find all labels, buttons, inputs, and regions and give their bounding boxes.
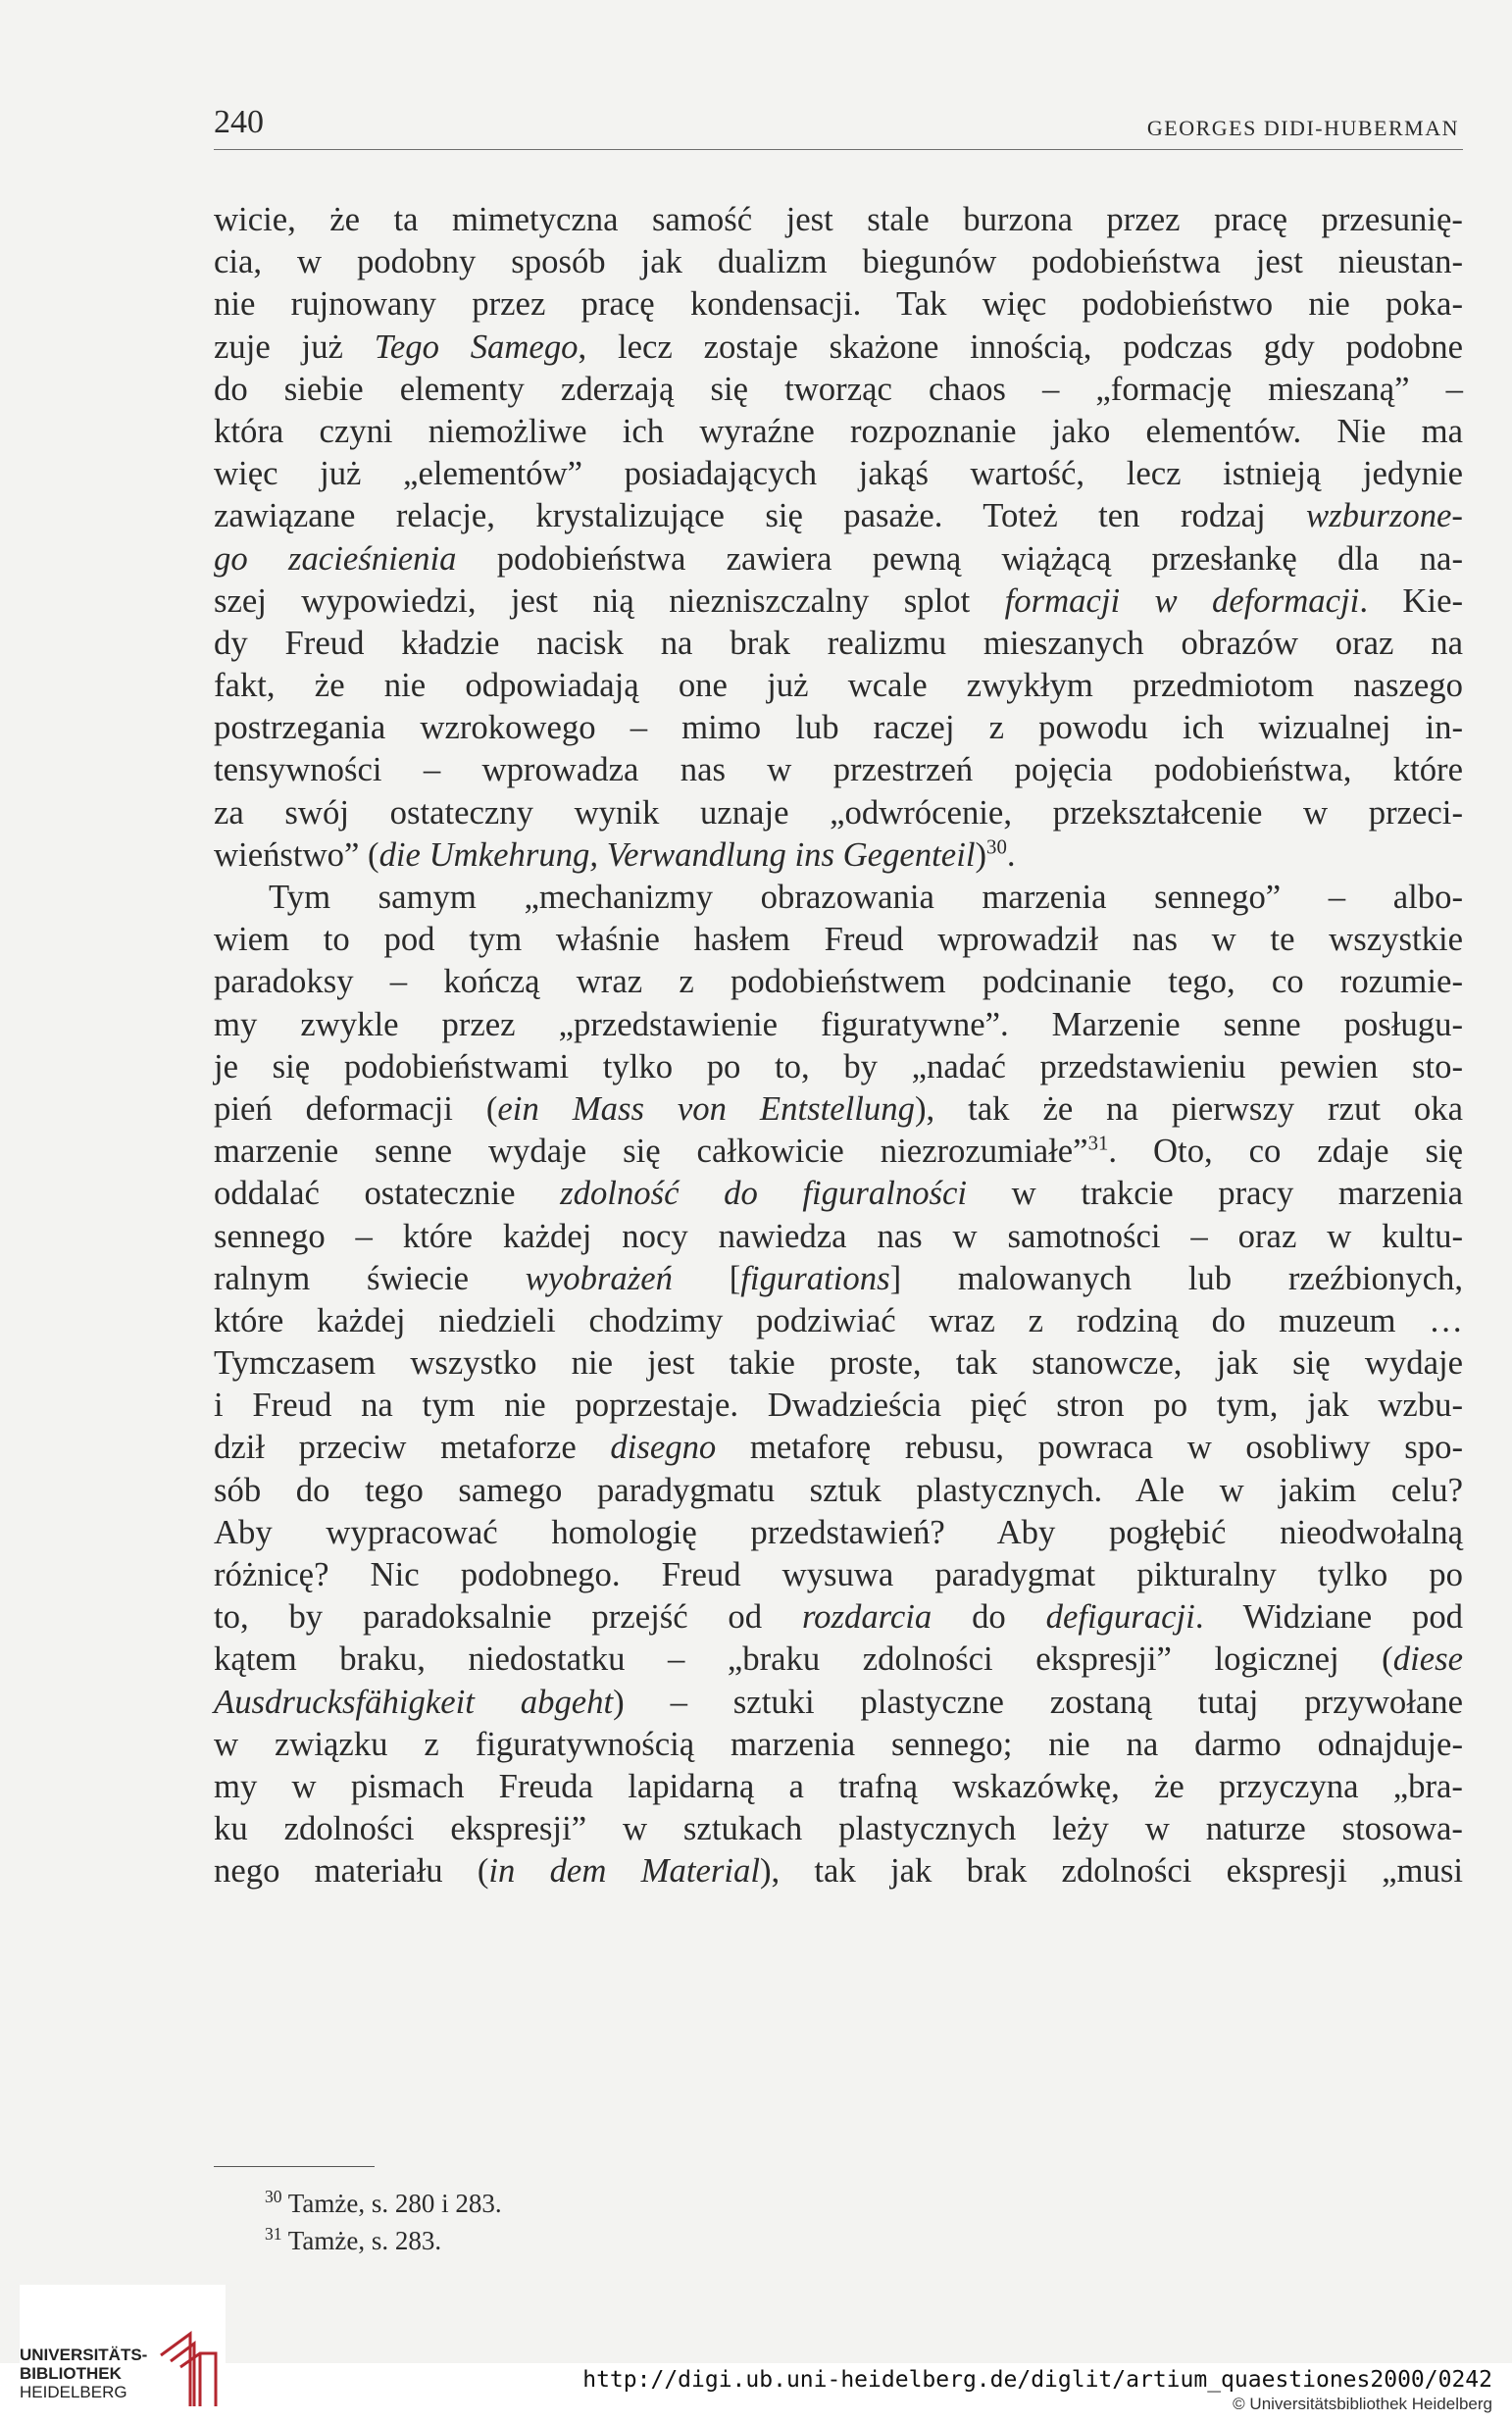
text-line: fakt, że nie odpowiadają one już wcale zwykłym przedmiotom naszego (214, 666, 1463, 705)
text-line: Ausdrucksfähigkeit abgeht) – sztuki plastyczne zostaną tutaj przywołane (214, 1682, 1464, 1721)
text-line: dził przeciw metaforze disegno metaforę rebusu, powraca w osobliwy spo- (214, 1428, 1463, 1467)
text-line: marzenie senne wydaje się całkowicie niezrozumiałe”$^{31}$. Oto, co zdaje się (214, 1131, 1463, 1171)
text-line: cia, w podobny sposób jak dualizm biegunów podobieństwa jest nieustan- (214, 242, 1463, 281)
text-line: szej wypowiedzi, jest nią niezniszczalny splot formacji w deformacji. Kie- (214, 580, 1464, 620)
footnote-ref: 31 (1087, 1131, 1109, 1155)
page-header (214, 104, 1463, 150)
footnotes (265, 2185, 502, 2259)
text-line: która czyni niemożliwe ich wyraźne rozpoznanie jako elementów. Nie ma (214, 411, 1463, 450)
text-line: oddalać ostatecznie zdolność do figuralności w trakcie pracy marzenia (214, 1174, 1463, 1213)
text-line: ralnym świecie wyobrażeń [figurations] malowanych lub rzeźbionych, (214, 1258, 1463, 1297)
library-name: UNIVERSITÄTS- BIBLIOTHEK HEIDELBERG (20, 2346, 148, 2401)
text-line: pień deformacji (ein Mass von Entstellung), tak że na pierwszy rzut oka (214, 1088, 1463, 1128)
text-line: tensywności – wprowadza nas w przestrzeń pojęcia podobieństwa, które (214, 750, 1463, 789)
text-line: za swój ostateczny wynik uznaje „odwrócenie, przekształcenie w przeci- (214, 792, 1463, 832)
text-line: ku zdolności ekspresji” w sztukach plastycznych leży w naturze stosowa- (214, 1809, 1463, 1848)
text-line: Tym samym „mechanizmy obrazowania marzenia sennego” – albo- (269, 878, 1463, 916)
text-line: my zwykle przez „przedstawienie figuratywne”. Marzenie senne posługu- (214, 1004, 1463, 1043)
footnote: $^{30}$ Tamże, s. 280 i 283. (265, 2187, 502, 2218)
text-line: Aby wypracować homologię przedstawień? Aby pogłębić nieodwołalną (214, 1512, 1463, 1551)
text-line: je się podobieństwami tylko po to, by „nadać przedstawieniu pewien sto- (214, 1046, 1463, 1085)
body-text (214, 198, 1463, 1892)
text-line: kątem braku, niedostatku – „braku zdolności ekspresji” logicznej (diese (214, 1640, 1463, 1679)
text-line: nego materiału (in dem Material), tak jak brak zdolności ekspresji „musi (214, 1851, 1463, 1891)
text-line: Tymczasem wszystko nie jest takie proste, tak stanowcze, jak się wydaje (214, 1343, 1463, 1383)
text-line: zawiązane relacje, krystalizujące się pasaże. Toteż ten rodzaj wzburzone- (214, 496, 1463, 535)
text-line: wiem to pod tym właśnie hasłem Freud wprowadził nas w te wszystkie (214, 920, 1463, 959)
text-line: wieństwo” (die Umkehrung, Verwandlung ins Gegenteil)$^{30}$. (214, 834, 1016, 874)
text-line: i Freud na tym nie poprzestaje. Dwadzieścia pięć stron po tym, jak wzbu- (214, 1386, 1463, 1425)
text-line: wicie, że ta mimetyczna samość jest stale burzona przez pracę przesunię- (214, 200, 1463, 238)
text-line: postrzegania wzrokowego – mimo lub raczej z powodu ich wizualnej in- (214, 708, 1463, 747)
text-line: w związku z figuratywnością marzenia sennego; nie na darmo odnajduje- (214, 1724, 1463, 1763)
text-line: więc już „elementów” posiadających jakąś wartość, lecz istnieją jedynie (214, 454, 1463, 493)
text-line: go zacieśnienia podobieństwa zawiera pewną wiążącą przesłankę dla na- (214, 538, 1463, 578)
text-line: sennego – które każdej nocy nawiedza nas w samotności – oraz w kultu- (214, 1216, 1463, 1255)
footnote-divider (214, 2166, 375, 2167)
text-line: paradoksy – kończą wraz z podobieństwem podcinanie tego, co rozumie- (214, 962, 1463, 1001)
text-line: różnicę? Nic podobnego. Freud wysuwa paradygmat pikturalny tylko po (214, 1555, 1463, 1593)
text-line: sób do tego samego paradygmatu sztuk plastycznych. Ale w jakim celu? (214, 1470, 1463, 1509)
text-line: do siebie elementy zderzają się tworząc chaos – „formację mieszaną” – (214, 369, 1463, 408)
page-number: 240 (214, 104, 264, 140)
source-url-link[interactable]: http://digi.ub.uni-heidelberg.de/diglit/artium_quaestiones2000/0242 (582, 2367, 1492, 2393)
library-logo[interactable] (20, 2285, 226, 2412)
footnote: $^{31}$ Tamże, s. 283. (265, 2224, 442, 2255)
text-line: to, by paradoksalnie przejść od rozdarcia do defiguracji. Widziane pod (214, 1597, 1464, 1637)
running-head: GEORGES DIDI-HUBERMAN (1146, 116, 1459, 140)
library-emblem-icon (155, 2328, 224, 2408)
text-line: które każdej niedzieli chodzimy podziwiać wraz z rodziną do muzeum … (214, 1300, 1463, 1339)
text-line: my w pismach Freuda lapidarną a trafną wskazówkę, że przyczyna „bra- (214, 1766, 1463, 1805)
copyright-notice: © Universitätsbibliothek Heidelberg (1233, 2395, 1492, 2413)
text-line: nie rujnowany przez pracę kondensacji. Tak więc podobieństwo nie poka- (214, 284, 1463, 324)
footnote-ref: 30 (986, 834, 1007, 859)
text-line: dy Freud kładzie nacisk na brak realizmu mieszanych obrazów oraz na (214, 623, 1463, 662)
text-line: zuje już Tego Samego, lecz zostaje skażone innością, podczas gdy podobne (214, 327, 1463, 366)
